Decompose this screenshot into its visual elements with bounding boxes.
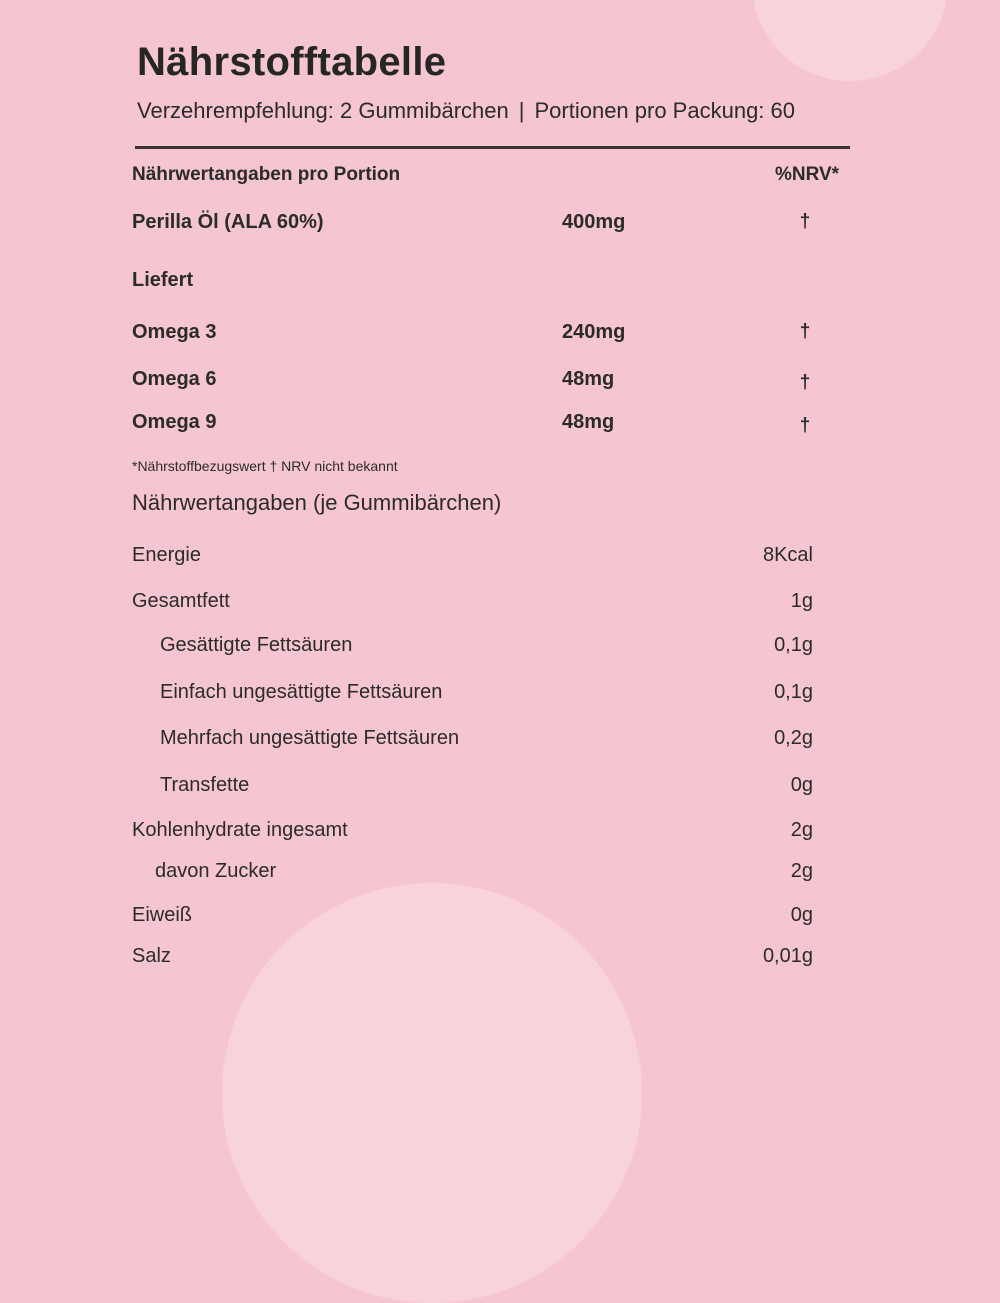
row-value-polyunsaturated-fat: 0,2g (774, 727, 813, 749)
footnote: *Nährstoffbezugswert † NRV nicht bekannt (132, 458, 398, 474)
row-name-sugar: davon Zucker (155, 860, 277, 882)
serving-info (137, 98, 795, 124)
omega3-name: Omega 3 (132, 321, 217, 343)
row-value-carbohydrates: 2g (790, 819, 813, 841)
main-item-name: Perilla Öl (ALA 60%) (132, 211, 324, 233)
row-value-total-fat: 1g (790, 590, 813, 612)
main-item-amount: 400mg (562, 211, 626, 233)
gummy-table-header: Nährwertangaben (je Gummibärchen) (132, 490, 502, 515)
row-value-protein: 0g (790, 904, 813, 926)
nrv-column-header: %NRV* (775, 164, 840, 185)
row-value-sugar: 2g (790, 860, 813, 882)
row-name-saturated-fat: Gesättigte Fettsäuren (160, 634, 353, 656)
separator: | (518, 98, 525, 123)
omega9-amount: 48mg (562, 411, 615, 433)
row-name-polyunsaturated-fat: Mehrfach ungesättigte Fettsäuren (160, 727, 460, 749)
omega6-amount: 48mg (562, 368, 615, 390)
omega9-nrv: † (799, 415, 811, 436)
row-name-protein: Eiweiß (132, 904, 193, 926)
omega6-nrv: † (799, 372, 811, 393)
row-name-carbohydrates: Kohlenhydrate ingesamt (132, 819, 348, 841)
row-name-salt: Salz (132, 945, 171, 967)
row-name-trans-fat: Transfette (160, 774, 250, 796)
serving-recommendation: Verzehrempfehlung: 2 Gummibärchen (137, 98, 509, 123)
row-value-energy: 8Kcal (762, 544, 813, 566)
omega3-nrv: † (799, 321, 811, 342)
page-title: Nährstofftabelle (137, 40, 447, 84)
row-value-trans-fat: 0g (790, 774, 813, 796)
portion-table-header: Nährwertangaben pro Portion (132, 164, 401, 185)
header-divider (135, 146, 850, 149)
main-item-nrv: † (799, 211, 811, 232)
decorative-circle-top (752, 0, 948, 81)
omega9-name: Omega 9 (132, 411, 217, 433)
row-name-total-fat: Gesamtfett (132, 590, 230, 612)
servings-per-pack: Portionen pro Packung: 60 (534, 98, 795, 123)
row-name-energy: Energie (132, 544, 201, 566)
row-value-salt: 0,01g (762, 945, 813, 967)
row-value-monounsaturated-fat: 0,1g (774, 681, 813, 703)
omega3-amount: 240mg (562, 321, 626, 343)
omega6-name: Omega 6 (132, 368, 217, 390)
row-name-monounsaturated-fat: Einfach ungesättigte Fettsäuren (160, 681, 443, 703)
decorative-circle-bottom (222, 883, 642, 1303)
provides-label: Liefert (132, 269, 194, 291)
row-value-saturated-fat: 0,1g (774, 634, 813, 656)
